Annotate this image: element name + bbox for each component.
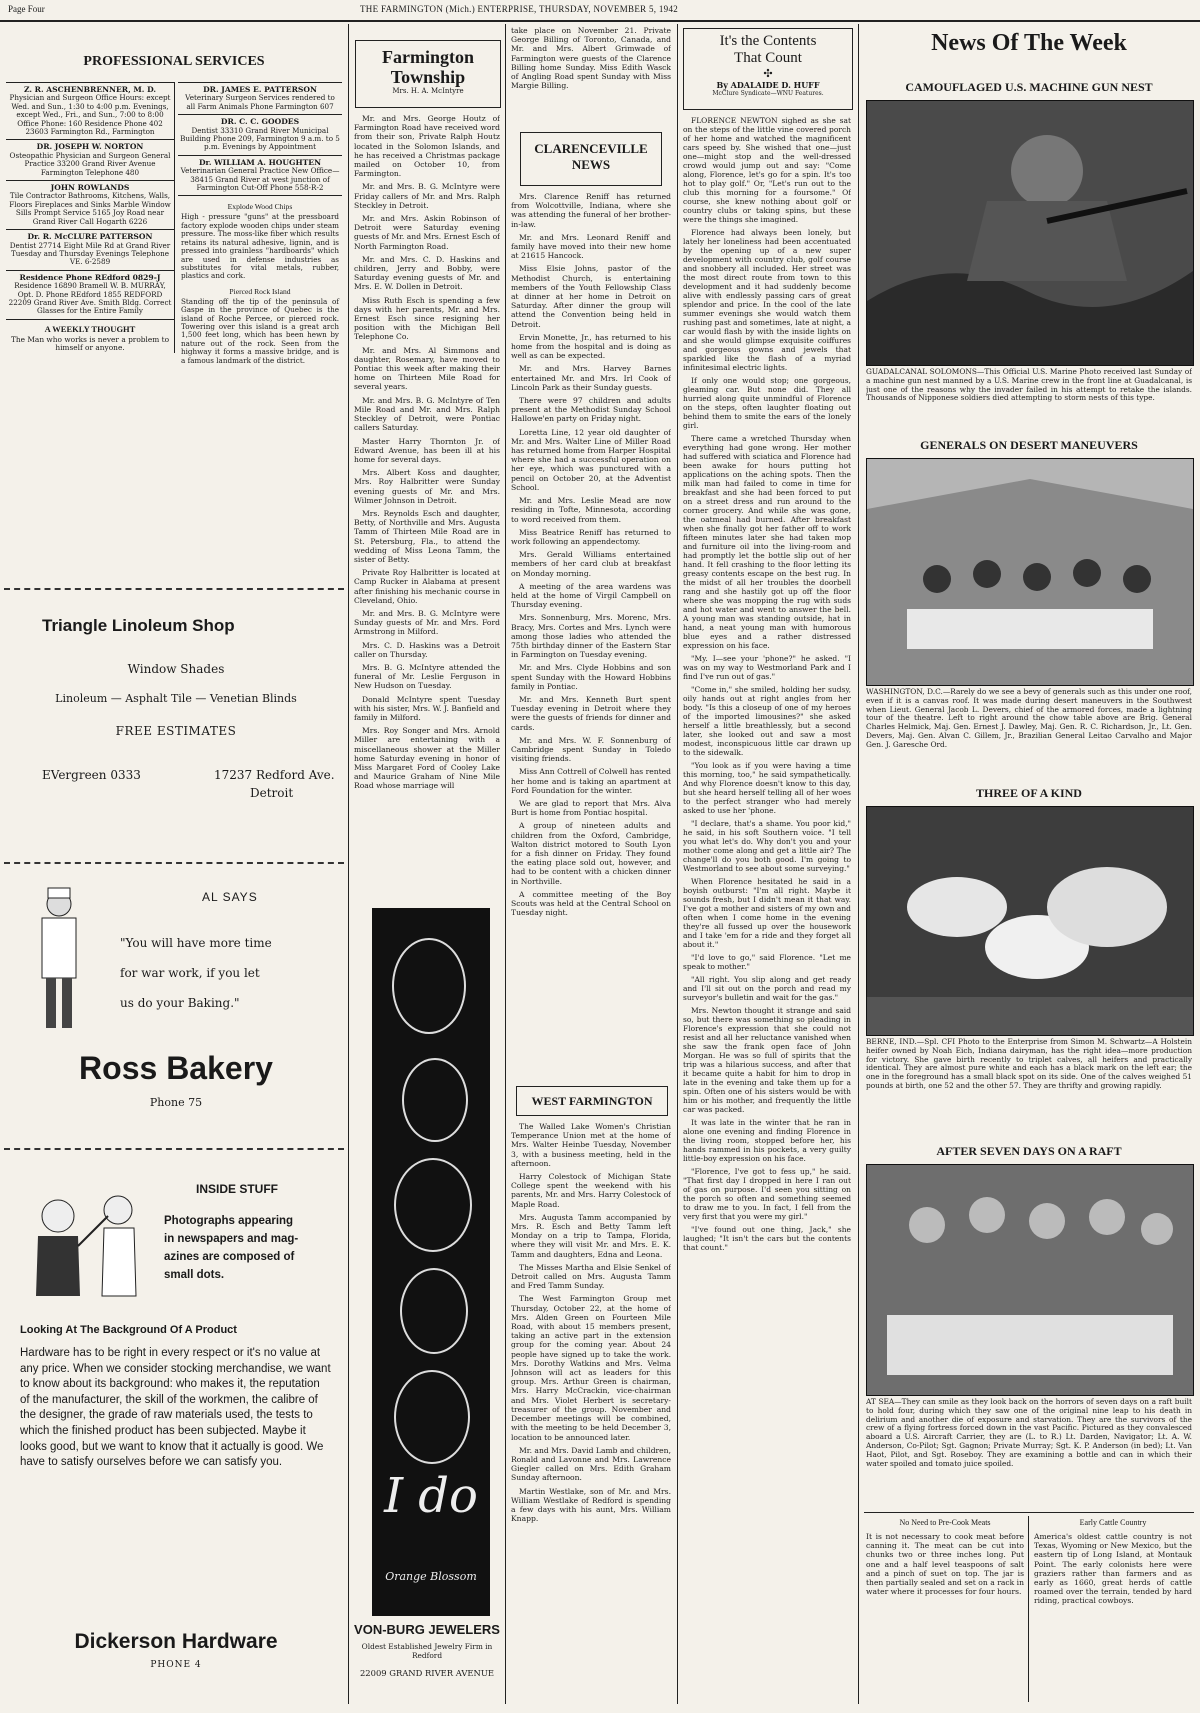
ross-bakery-phone: Phone 75 (149, 1096, 203, 1109)
news-paragraph: A committee meeting of the Boy Scouts was held at the Central School on Tuesday night. (511, 889, 671, 918)
card-name: Residence Phone REdford 0829-J (19, 272, 161, 282)
section-title-machine-gun: CAMOUFLAGED U.S. MACHINE GUN NEST (905, 80, 1153, 94)
news-paragraph: Mrs. C. D. Haskins was a Detroit caller on Thursday. (354, 640, 500, 659)
news-paragraph: The West Farmington Group met Thursday, October 22, at the home of Mrs. Alden Green on Fourteen Mile Road, with about 15 members present, taking an active part in the extension group for the coming year. About 24 people have signed up to take the work. Mrs. Dorothy Watkins and Mrs. Velma Johnson will act as leaders for this group. Mrs. Arthur Green is chairman, Mrs. Harry McCrackin, vice-chairman and Mrs. Violet Herbert is secretary-treasurer of the group. November and December meetings will be combined, with the meeting to be held December 3, location to be announced later. (511, 1294, 671, 1442)
farmington-byline: Mrs. H. A. McIntyre (392, 87, 464, 95)
farmington-township-column (354, 114, 500, 884)
ring-illustration (402, 1058, 468, 1142)
card-body: Dentist 27714 Eight Mile Rd at Grand River Tuesday and Thursday Evenings Telephone VE. 6-2589 (9, 240, 171, 267)
clarenceville-lead-in (511, 26, 671, 122)
card-norton (6, 140, 174, 181)
card-body: Veterinary Surgeon Services rendered to all Farm Animals Phone Farmington 607 (185, 93, 335, 111)
story-paragraph: "You look as if you were having a time this morning, too," he said sympathetically. And why Florence doesn't know to this day, but she heard herself telling all of her woes to the perfect stranger who had merely asked to use her 'phone. (683, 761, 851, 815)
triangle-phone: EVergreen 0333 (42, 768, 141, 782)
jewelers-address: 22009 GRAND RIVER AVENUE (359, 1668, 495, 1678)
news-paragraph: A meeting of the area wardens was held at the home of Virgil Campbell on Thursday evening. (511, 581, 671, 610)
story-paragraph: "I'd love to go," said Florence. "Let me speak to mother." (683, 953, 851, 971)
dickerson-hardware-ad (14, 1156, 338, 1701)
section-title-three-of-a-kind: THREE OF A KIND (976, 786, 1082, 800)
farmington-title2: Township (390, 67, 466, 87)
photo-generals (866, 458, 1194, 686)
baker-illustration (28, 882, 90, 1032)
ad-divider-dashed (4, 1148, 344, 1150)
card-body: Osteopathic Physician and Surgeon General Practice 33200 Grand River Avenue Farmington Telephone 480 (9, 150, 171, 177)
jewelers-script: I do (384, 1468, 478, 1524)
column-rule-4 (858, 24, 859, 1704)
news-paragraph: Mr. and Mrs. C. D. Haskins and children, Jerry and Bobby, were Saturday evening guests of Mr. and Mrs. E. W. Dollen in Detroit. (354, 254, 500, 292)
ad-divider-dashed (4, 588, 344, 590)
news-paragraph: Mrs. Reynolds Esch and daughter, Betty, of Northville and Mrs. Augusta Tamm of Thirteen Mile Road are in St. Petersburg, Fla., to attend the wedding of Miss Leona Tamm, the sister of Betty. (354, 508, 500, 564)
news-paragraph: Mr. and Mrs. Leslie Mead are now residing in Tofte, Minnesota, according to word received from them. (511, 496, 671, 524)
masthead-rule (0, 20, 1200, 22)
ross-quote-line2: for war work, if you let (120, 966, 260, 980)
column-rule-1 (348, 24, 349, 1704)
wood-chips-heading: Explode Wood Chips (227, 202, 293, 212)
rock-island-text: Standing off the tip of the peninsula of Gaspe in the province of Quebec is the island of Roche Percee, or pierced rock. Towering over this island is a great arch 1,500 feet long, which has been hewn by nature out of the rock. Seen from the highway it forms a massive bridge, and is a famous landmark of the district. (181, 296, 339, 365)
card-name: JOHN ROWLANDS (50, 183, 130, 193)
professional-left-column (6, 82, 175, 353)
card-body: Residence 16890 Bramell W. B. MURRAY, Opt. D. Phone REdford 1855 REDFORD 22209 Grand River Ave. Smith Bldg. Correct Glasses for the Entire Family (8, 281, 172, 316)
farmington-title1: Farmington (382, 47, 474, 67)
ross-quote-line1: "You will have more time (120, 936, 272, 950)
caption-generals: WASHINGTON, D.C.—Rarely do we see a bevy of generals such as this under one roof, even if it is a canvas roof. It was made during desert maneuvers in the Southwest when Lieut. General Jacob L. Devers, chief of the armored forces, made a lightning tour of the theatre. Left to right around the chow table above are Brig. General Charles Helmick, Maj. Gen. Ernest J. Dawley, Maj. Gen. R. C. Richardson, Jr., Lt. Gen. Devers, Maj. Gen. Alvan C. Gillem, Jr., Brazilian General Leitao Carvalho and Major Gen. J. Garesche Ord. (866, 688, 1192, 749)
column-rule-2 (505, 24, 506, 1704)
dickerson-name: Dickerson Hardware (74, 1630, 278, 1653)
story-paragraph: "Come in," she smiled, holding her sudsy, oily hands out at right angles from her body. "Is this a closeup of one of my heroes of the imported limousines?" she asked herself a little breathlessly, but a second later, she looked out and saw a most modest, inconspicuous little car drawn up to the sidewalk. (683, 685, 851, 757)
story-byline: By ADALAIDE D. HUFF (716, 80, 820, 90)
news-paragraph: Mr. and Mrs. W. F. Sonnenburg of Cambridge spent Sunday in Toledo visiting friends. (511, 735, 671, 764)
story-title1: It's the Contents (719, 33, 817, 49)
west-farmington-title: WEST FARMINGTON (531, 1094, 653, 1108)
filler-rule (864, 1512, 1194, 1513)
filler-precook-text: It is not necessary to cook meat before canning it. The meat can be cut into chunks two or three inches long. Put one and a half level teaspoons of salt and a pinch of suet on top. The jar is then partially sealed and set on a rack in water where it processes for four hours. (866, 1532, 1024, 1597)
card-name: Dr. WILLIAM A. HOUGHTEN (198, 157, 322, 167)
news-paragraph: There were 97 children and adults present at the Methodist Sunday School Hallowe'en party on Friday night. (511, 396, 671, 424)
clarenceville-masthead (520, 132, 662, 186)
cartoon-illustration (18, 1176, 158, 1306)
inside-stuff-heading: INSIDE STUFF (196, 1182, 279, 1196)
card-aschenbrenner (6, 83, 174, 140)
news-paragraph: Mr. and Mrs. Al Simmons and daughter, Rosemary, have moved to Pontiac this week after making their home on Thirteen Mile Road for several years. (354, 345, 500, 392)
card-name: DR. C. C. GOODES (220, 117, 300, 127)
card-name: Dr. R. McCLURE PATTERSON (27, 232, 153, 242)
triangle-title: Triangle Linoleum Shop (42, 616, 235, 635)
photo-raft-survivors (866, 1164, 1194, 1396)
photo-triplet-calves (866, 806, 1194, 1036)
news-paragraph: Mr. and Mrs. Askin Robinson of Detroit were Saturday evening guests of Mr. and Mrs. Ernest Esch of North Farmington Road. (354, 214, 500, 251)
news-paragraph: Donald McIntyre spent Tuesday with his sister, Mrs. W. J. Banfield and family in Milford. (354, 694, 500, 722)
weekly-thought-heading: A WEEKLY THOUGHT (44, 323, 136, 334)
triangle-line1: Window Shades (127, 662, 225, 676)
jewelers-brand: Orange Blossom (385, 1570, 477, 1583)
ring-illustration (394, 1370, 470, 1464)
filler-precook-title: No Need to Pre-Cook Meats (899, 1518, 991, 1527)
rock-island-heading: Pierced Rock Island (229, 286, 291, 296)
news-paragraph: Mr. and Mrs. Leonard Reniff and family have moved into their new home at 21615 Hancock. (511, 232, 671, 261)
card-rowlands (6, 181, 174, 230)
card-body: Veterinarian General Practice New Office—38415 Grand River at west junction of Farmington Cut-Off Phone 558-R-2 (180, 166, 340, 193)
photos-line3: azines are composed of (164, 1251, 295, 1263)
story-syndicate: McClure Syndicate—WNU Features. (712, 90, 824, 97)
filler-cattle-text: America's oldest cattle country is not Texas, Wyoming or New Mexico, but the eastern tip of Long Island, at Montauk Point. The early colonists here were graziers rather than farmers and as early as 1660, great herds of cattle roamed over the terrain, tended by hard riding, practical cowboys. (1034, 1532, 1192, 1606)
news-paragraph: The Walled Lake Women's Christian Temperance Union met at the home of Mrs. Walter Heinbe Tuesday, November 3, with a business meeting, held in the afternoon. (511, 1122, 671, 1168)
photos-line2: in newspapers and mag- (164, 1233, 299, 1245)
photo-machine-gun-nest (866, 100, 1194, 366)
card-mcclure-patterson (6, 230, 174, 271)
triangle-linoleum-ad (14, 600, 338, 850)
photos-line4: small dots. (164, 1269, 225, 1281)
news-paragraph: Mrs. Clarence Reniff has returned from Wolcottville, Indiana, where she was attending the funeral of her brother-in-law. (511, 192, 671, 229)
card-body: Dentist 33310 Grand River Municipal Building Phone 209, Farmington 9 a.m. to 5 p.m. Evenings by Appointment (180, 125, 340, 152)
card-goodes (178, 115, 342, 156)
dickerson-heading: Looking At The Background Of A Product (20, 1324, 237, 1336)
triangle-address1: 17237 Redford Ave. (214, 768, 335, 782)
professional-services-heading: PROFESSIONAL SERVICES (83, 54, 265, 69)
news-paragraph: Miss Ann Cottrell of Colwell has rented her home and is taking an apartment at Ford Foundation for the winter. (511, 767, 671, 795)
news-paragraph: Miss Ruth Esch is spending a few days with her parents, Mr. and Mrs. Ernest Esch since resigning her position with the Michigan Bell Telephone Co. (354, 295, 500, 342)
masthead (0, 0, 1200, 22)
section-title-raft: AFTER SEVEN DAYS ON A RAFT (936, 1144, 1122, 1158)
caption-triplet-calves: BERNE, IND.—Spl. CFI Photo to the Enterprise from Simon M. Schwartz—A Holstein heifer owned by Noah Eich, Indiana dairyman, has the right idea—more production for victory. She gave birth recently to triplet calves, all heifers and practically identical. They are almost pure white and each has a black mark on the left ear; the one in the foreground has a small black spot on its side. One of the calves weighed 51 pounds at birth, one 52 and the other 57. They are thrifty and growing rapidly. (866, 1038, 1192, 1090)
story-paragraph: "My. I—see your 'phone?" he asked. "I was on my way to Westmorland Park and I find I've run out of gas." (683, 654, 851, 681)
story-paragraph: "Florence, I've got to fess up," he said. "That first day I dropped in here I ran out of gas on purpose. I'd seen you sitting on the porch so often and something seemed to draw me to you. In fact, I fell from the very first that you were my girl." (683, 1167, 851, 1221)
story-paragraph: "I've found out one thing, Jack," she laughed; "It isn't the cars but the contents that count." (683, 1225, 851, 1252)
wood-chips-text: High - pressure "guns" at the pressboard factory explode wooden chips under steam pressure. The moss-like fiber which results retains its natural adhesive, lignin, and is pressed into grainless "hardboards" which are used in defense industries as substitutes for vital metals, rubber, plastics and cork. (181, 212, 339, 281)
column-rule-3 (677, 24, 678, 1704)
news-paragraph: Ervin Monette, Jr., has returned to his home from the hospital and is doing as well as can be expected. (511, 332, 671, 361)
story-paragraph: There came a wretched Thursday when everything had gone wrong. Her mother had suffered with sciatica and Florence had been awake for hours putting hot applications on the aching spots. Then the milk man had failed to come in time for breakfast and she had been forced to put on a street dress and run around to the corner grocery. And while she was gone, the oatmeal had burned. After breakfast when she finally got her father off to work fifteen minutes later she had taken mop and furniture oil into the living-room and had promptly let the bottle slip out of her hand. It fell crashing to the floor letting its greasy contents escape on the best rug. In the midst of all her troubles the doorbell rang and she hastily got up off the floor where she was mopping the rug with suds and hot water and went to answer the bell. A young man was standing outside, hat in hand, a neat young man with humorous blue eyes and a rather distressed expression on his face. (683, 434, 851, 650)
news-paragraph: Loretta Line, 12 year old daughter of Mr. and Mrs. Walter Line of Miller Road has returned home from Harper Hospital where she had a successful operation on her eye, which was punctured with a pencil on October 20, at the Adventist School. (511, 427, 671, 492)
triangle-line3: FREE ESTIMATES (115, 724, 237, 738)
news-paragraph: A group of nineteen adults and children from the Oxford, Cambridge, Walton district motored to South Lyon for a fish dinner on Friday. They found the eating place sold out, however, and had to be content with a chicken dinner in Northville. (511, 821, 671, 886)
news-paragraph: Mrs. B. G. McIntyre attended the funeral of Mr. Leslie Ferguson in New Hudson on Tuesday. (354, 662, 500, 691)
news-paragraph: Mr. and Mrs. George Houtz of Farmington Road have received word from their son, Private Ralph Houtz located in the Solomon Islands, and he has received a Christmas package mailed on October 10, from Farmington. (354, 114, 500, 179)
card-name: DR. JOSEPH W. NORTON (36, 142, 144, 152)
west-farmington-masthead (516, 1086, 668, 1116)
ring-illustration (392, 938, 466, 1034)
news-paragraph: Mr. and Mrs. Kenneth Burt spent Tuesday evening in Detroit where they were the guests of friends for dinner and cards. (511, 694, 671, 732)
story-paragraph: FLORENCE NEWTON sighed as she sat on the steps of the little vine covered porch of her home and watched the magnificent cars speed by. She wished that one—just one—might stop and the well-dressed crowd would jump out and say: "Come along, Florence, let's go for a spin. It's too hot to play golf." Or, "Let's run out to the club this morning for a foursome." Of course, she knew nothing about golf or country clubs or taking spins, but these were the things she imagined. (683, 116, 851, 224)
news-paragraph: Miss Beatrice Reniff has returned to work following an appendectomy. (511, 527, 671, 546)
clarenceville-column (511, 192, 671, 1072)
story-paragraph: Florence had always been lonely, but lately her loneliness had been accentuated by the opening up of a new super development with country club, golf course and snobbery all included. Her street was the most direct route from town to this development and it had suddenly become alive with endlessly passing cars of great splendor and price. In the cool of the late summer evenings she would watch them rushing past and sometimes, late at night, a car would flash by with the inside lights on and she would glimpse exquisite coiffures and gorgeous gowns and jewels that sparkled like the flash of a myriad infinitesimal electric lights. (683, 228, 851, 372)
ross-quote-line3: us do your Baking." (120, 996, 240, 1010)
news-paragraph: Harry Colestock of Michigan State College spent the weekend with his parents, Mr. and Mrs. Harry Colestock of Maple Road. (511, 1172, 671, 1209)
jewelers-ad (372, 908, 490, 1616)
news-paragraph: take place on November 21. Private George Billing of Toronto, Canada, and Mr. and Mrs. Albert Grimwade of Farmington were guests of the Clarence Billing home Sunday. Miss Edith Wasck of Angling Road spent Sunday with Miss Margie Billing. (511, 26, 671, 91)
news-paragraph: Mrs. Sonnenburg, Mrs. Morenc, Mrs. Bracy, Mrs. Cortes and Mrs. Lynch were among those ladies who attended the 75th birthday dinner of the Eastern Star in Farmington on Tuesday evening. (511, 613, 671, 660)
card-houghten (178, 156, 342, 197)
clarenceville-title2: NEWS (571, 157, 611, 172)
news-paragraph: Mr. and Mrs. Clyde Hobbins and son spent Sunday with the Howard Hobbins family in Pontiac. (511, 663, 671, 691)
news-of-the-week-title: News Of The Week (931, 30, 1127, 56)
triangle-line2: Linoleum — Asphalt Tile — Venetian Blinds (55, 692, 297, 705)
news-paragraph: Mrs. Albert Koss and daughter, Mrs. Roy Halbritter were Sunday evening guests of Mr. and Mrs. Wilmer Johnson in Detroit. (354, 468, 500, 505)
professional-right-column (178, 82, 342, 365)
news-paragraph: Mr. and Mrs. B. G. McIntyre were Sunday guests of Mr. and Mrs. Ford Armstrong in Milford. (354, 608, 500, 637)
ross-bakery-name: Ross Bakery (79, 1050, 273, 1086)
news-paragraph: Mrs. Roy Songer and Mrs. Arnold Miller are entertaining with a miscellaneous shower at the Miller home Saturday evening in honor of Miss Margaret Ford of Cooley Lake and Maurice Graham of Nine Mile Road whose marriage will (354, 726, 500, 791)
news-paragraph: Mrs. Augusta Tamm accompanied by Mrs. R. Esch and Betty Tamm left Monday on a trip to Tampa, Florida, where they will visit Mr. and Mrs. E. K. Tamm and daughters, Edna and Leona. (511, 1212, 671, 1259)
page-number: Page Four (8, 4, 45, 14)
newspaper-dateline: THE FARMINGTON (Mich.) ENTERPRISE, THURSDAY, NOVEMBER 5, 1942 (360, 4, 679, 14)
west-farmington-column (511, 1122, 671, 1704)
story-title2: That Count (734, 50, 802, 66)
card-james-patterson (178, 83, 342, 115)
ring-illustration (394, 1158, 472, 1252)
section-title-generals: GENERALS ON DESERT MANEUVERS (920, 438, 1138, 452)
card-body: Tile Contractor Bathrooms, Kitchens, Walls, Floors Fireplaces and Sinks Marble Window Sills Prompt Service 5165 Joy Road near Grand River Call Hogarth 6226 (9, 191, 171, 226)
al-says-heading: AL SAYS (202, 890, 258, 904)
card-body: Physician and Surgeon Office Hours: except Wed. and Sun., 1:30 to 4:00 p.m. Evenings, except Wed., Fri., and Sun., 7:00 to 8:00 Office Phone: 160 Residence Phone 402 23603 Farmington Rd., Farmington (9, 93, 171, 137)
news-paragraph: The Misses Martha and Elsie Senkel of Detroit called on Mrs. Augusta Tamm and Fred Tamm Sunday. (511, 1262, 671, 1291)
professional-services (6, 46, 342, 576)
story-ornament-icon: ✣ (763, 67, 773, 80)
news-paragraph: Miss Elsie Johns, pastor of the Methodist Church, is entertaining members of the Youth Fellowship Class at dinner at her home in Detroit on Saturday. After dinner the group will attend the Convention being held in Detroit. (511, 264, 671, 329)
story-paragraph: If only one would stop; one gorgeous, gleaming car. But none did. They all hurried along quite unmindful of Florence on the steps, often laughter floating out behind them to smite the ears of the lonely girl. (683, 376, 851, 430)
story-masthead (683, 28, 853, 110)
ross-bakery-ad (12, 870, 340, 1140)
news-paragraph: Private Roy Halbritter is located at Camp Rucker in Alabama at present after finishing his mechanic course in Cleveland, Ohio. (354, 568, 500, 605)
caption-raft-survivors: AT SEA—They can smile as they look back on the horrors of seven days on a raft built to hold four, during which they saw one of the original nine leap to his death in delirium and another die of exposure and starvation. They are the survivors of the crew of a flying fortress forced down in the vast Pacific. Pictured as they convalesced aboard a U.S. Aircraft Carrier, they are (L. to R.) Lt. Darden, Navigator; Lt. A. W. Anderson, Co-Pilot; Sgt. Gagnon; Private Murray; Sgt. K. P. Anderson (in bed); Lt. Van Haot, Pilot, and Sgt. Roseboy. They are examining a bottle and can in which their water spoiled and tomato juice spoiled. (866, 1398, 1192, 1468)
story-column (683, 116, 851, 1704)
card-murray (6, 271, 174, 320)
news-paragraph: Mr. and Mrs. Harvey Barnes entertained Mr. and Mrs. Irl Cook of Lincoln Park as their Sunday guests. (511, 364, 671, 392)
story-paragraph: When Florence hesitated he said in a boyish outburst: "I'm all right. Maybe it sounds fresh, but I didn't mean it that way. I've got a mother and sisters of my own and often when I come home in the evening they're all fussed up over the housework and I take 'em for a ride and they forget all about it." (683, 877, 851, 949)
news-paragraph: Master Harry Thornton Jr. of Edward Avenue, has been ill at his home for several days. (354, 436, 500, 464)
jewelers-name: VON-BURG JEWELERS (354, 1622, 500, 1637)
card-name: Z. R. ASCHENBRENNER, M. D. (23, 85, 157, 94)
jewelers-line: Oldest Established Jewelry Firm in Redford (361, 1642, 493, 1660)
weekly-thought-text: The Man who works is never a problem to himself or anyone. (10, 334, 170, 353)
story-paragraph: "All right. You slip along and get ready and I'll sit out on the porch and read my surveyor's bulletin and wait for the gas." (683, 975, 851, 1002)
news-paragraph: Martin Westlake, son of Mr. and Mrs. William Westlake of Redford is spending a few days with his aunt, Mrs. William Knapp. (511, 1486, 671, 1524)
news-paragraph: We are glad to report that Mrs. Alva Burt is home from Pontiac hospital. (511, 798, 671, 818)
clarenceville-title1: CLARENCEVILLE (534, 141, 648, 156)
caption-machine-gun: GUADALCANAL SOLOMONS—This Official U.S. Marine Photo received last Sunday of a machine gun nest manned by a U.S. Marine crew in the front line at Guadalcanal, is just one of the reasons why the invader failed in his attempt to retake the islands. Thousands of Nipponese soldiers died attempting to storm nests of this type. (866, 368, 1192, 403)
filler-cattle-title: Early Cattle Country (1079, 1518, 1147, 1527)
dickerson-body: Hardware has to be right in every respect or it's no value at any price. When we consider stocking merchandise, we want to know about its background: who makes it, the reputation of the manufacturer, the skill of the workmen, the calibre of the designer, the grade of raw materials used, the tests to which the finished product has been subjected. Maybe it looks good, but we want to know that it actually is good. We have to satisfy ourselves before we can satisfy you. (20, 1347, 331, 1469)
news-paragraph: Mr. and Mrs. B. G. McIntyre were Friday callers of Mr. and Mrs. Ralph Steckley in Detroit. (354, 182, 500, 210)
photos-note (164, 1212, 298, 1284)
card-name: DR. JAMES E. PATTERSON (203, 85, 317, 94)
ad-divider-dashed (4, 862, 344, 864)
news-paragraph: Mr. and Mrs. David Lamb and children, Ronald and Lavonne and Mrs. Lawrence Giegler called on Mrs. Edith Graham Sunday afternoon. (511, 1445, 671, 1483)
ring-illustration (400, 1268, 468, 1354)
story-paragraph: Mrs. Newton thought it strange and said so, but there was something so pleading in Florence's expression that she could not resist and all her reluctance vanished when she saw the frank open face of John Morgan. He was so full of spirits that the trip was a hilarious success, and after that it became quite a habit for him to drop in late in the evening and take them up for a spin. Often one of his sisters would be with him or his mother, and frequently the little car was packed. (683, 1006, 851, 1114)
farmington-township-masthead (355, 40, 501, 108)
photos-line1: Photographs appearing (164, 1215, 294, 1227)
triangle-address2: Detroit (250, 786, 294, 800)
news-paragraph: Mr. and Mrs. B. G. McIntyre of Ten Mile Road and Mr. and Mrs. Ralph Steckley of Detroit, were Pontiac callers Saturday. (354, 395, 500, 433)
story-paragraph: "I declare, that's a shame. You poor kid," he said, in his soft Southern voice. "I tell you what let's do. Why don't you and your mother come along and get a little air? The change'll do you both good. I'm going to Westmorland to see about some surveying." (683, 819, 851, 873)
filler-column-rule (1028, 1516, 1029, 1702)
dickerson-phone: PHONE 4 (150, 1660, 202, 1670)
news-paragraph: Mrs. Gerald Williams entertained members of her card club at breakfast on Monday morning. (511, 550, 671, 578)
story-paragraph: It was late in the winter that he ran in alone one evening and finding Florence in the living room, stopped before her, his hands rammed in his pockets, a very guilty little-boy expression on his face. (683, 1118, 851, 1163)
